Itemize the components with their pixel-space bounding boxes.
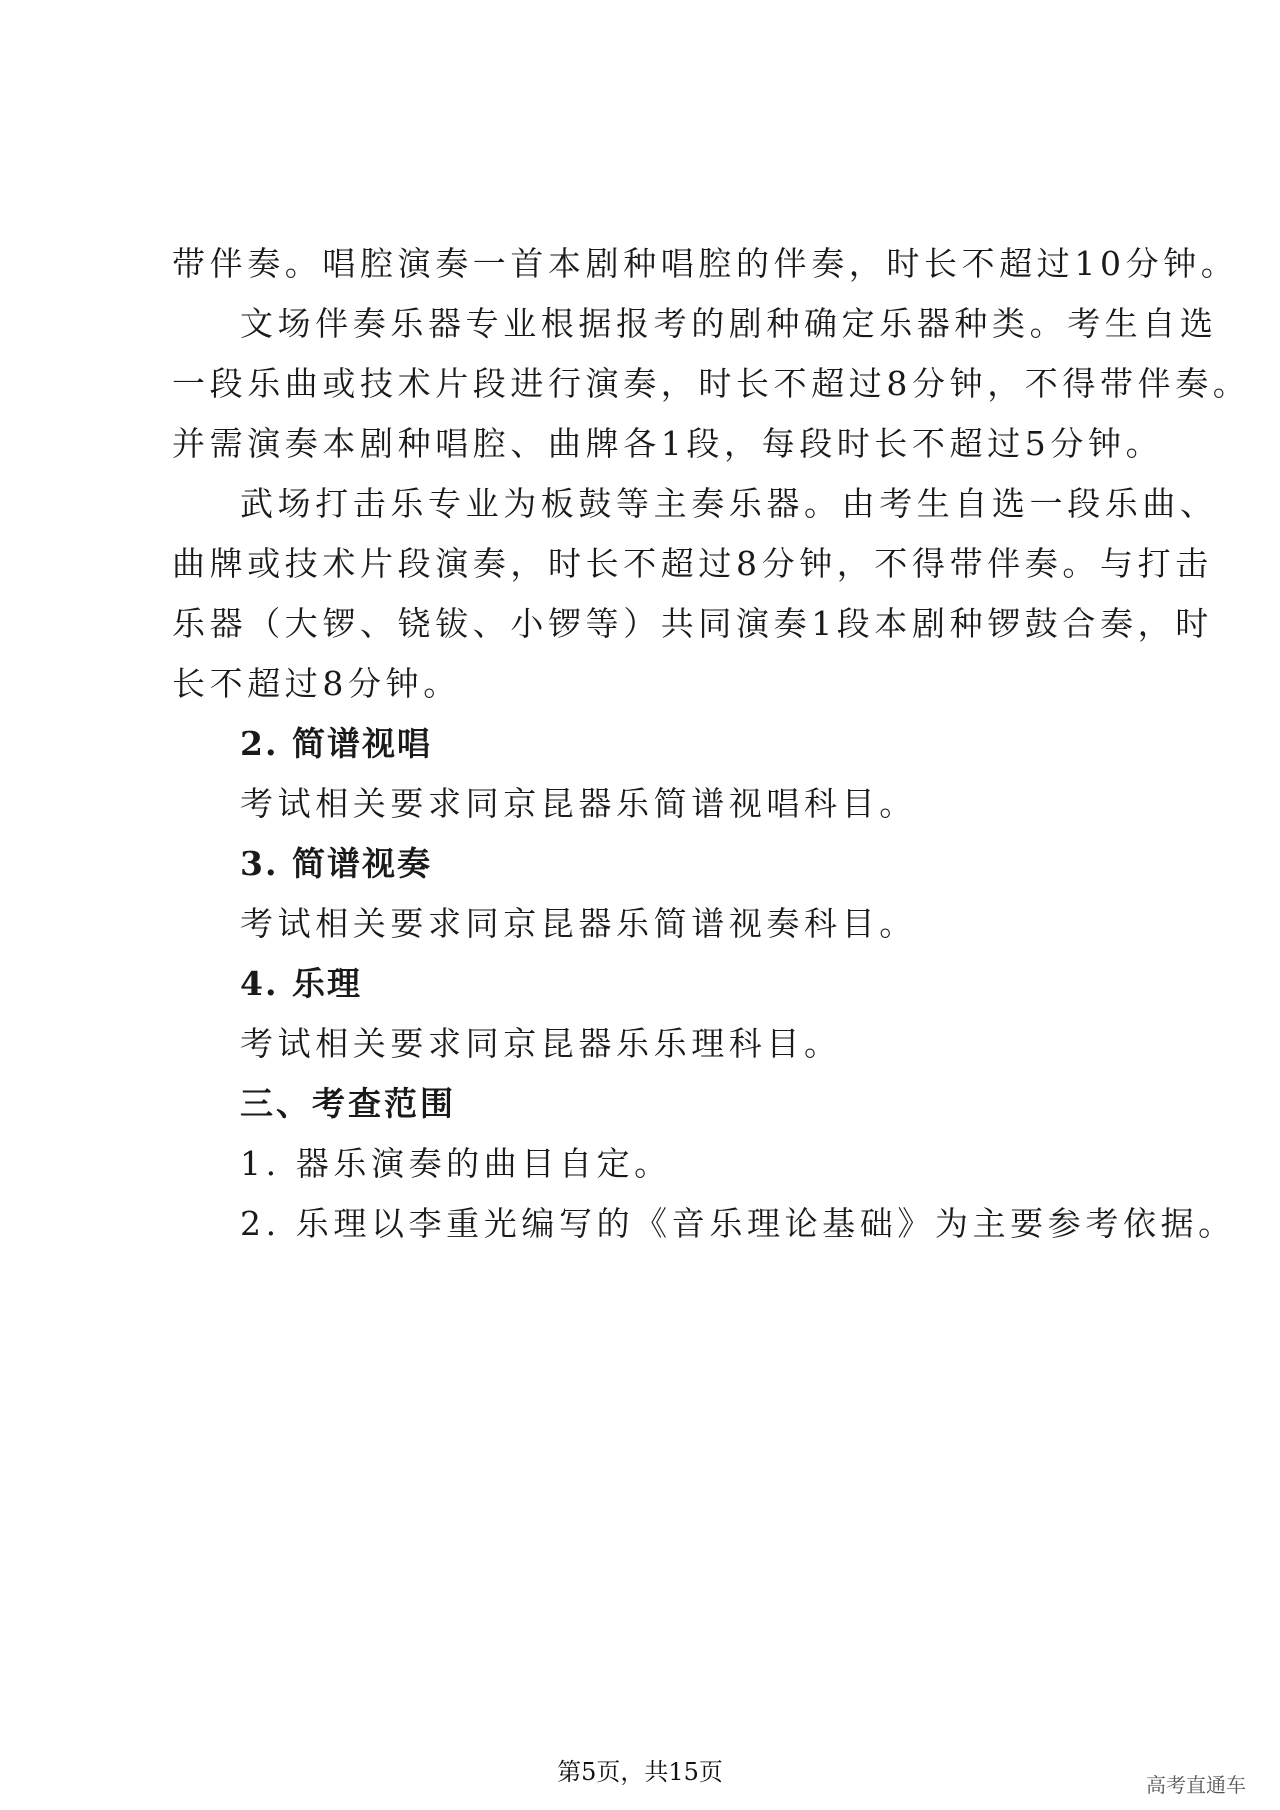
- section-text: 考试相关要求同京昆器乐乐理科目。: [240, 1024, 842, 1063]
- paragraph-line: 带伴奏。唱腔演奏一首本剧种唱腔的伴奏，时长不超过10分钟。: [172, 244, 1239, 283]
- scope-item: 2. 乐理以李重光编写的《音乐理论基础》为主要参考依据。: [240, 1204, 1236, 1243]
- section-text: 考试相关要求同京昆器乐简谱视奏科目。: [240, 904, 917, 943]
- page-number: 第5页，共15页: [557, 1758, 723, 1786]
- paragraph-line: 曲牌或技术片段演奏，时长不超过8分钟，不得带伴奏。与打击: [172, 544, 1213, 583]
- paragraph-line: 并需演奏本剧种唱腔、曲牌各1段，每段时长不超过5分钟。: [172, 424, 1164, 463]
- paragraph-line: 长不超过8分钟。: [172, 664, 461, 703]
- section-text: 考试相关要求同京昆器乐简谱视唱科目。: [240, 784, 917, 823]
- section-heading-sight-playing: 3. 简谱视奏: [240, 844, 432, 883]
- paragraph-line: 一段乐曲或技术片段进行演奏，时长不超过8分钟，不得带伴奏。: [172, 364, 1251, 403]
- section-heading-sight-singing: 2. 简谱视唱: [240, 724, 432, 763]
- paragraph-line: 武场打击乐专业为板鼓等主奏乐器。由考生自选一段乐曲、: [240, 484, 1218, 523]
- paragraph-line: 文场伴奏乐器专业根据报考的剧种确定乐器种类。考生自选: [240, 304, 1218, 343]
- section-heading-music-theory: 4. 乐理: [240, 964, 362, 1003]
- paragraph-line: 乐器（大锣、铙钹、小锣等）共同演奏1段本剧种锣鼓合奏，时: [172, 604, 1213, 643]
- scope-item: 1. 器乐演奏的曲目自定。: [240, 1144, 672, 1183]
- watermark: 高考直通车: [1146, 1773, 1246, 1797]
- scope-heading: 三、考查范围: [240, 1084, 456, 1123]
